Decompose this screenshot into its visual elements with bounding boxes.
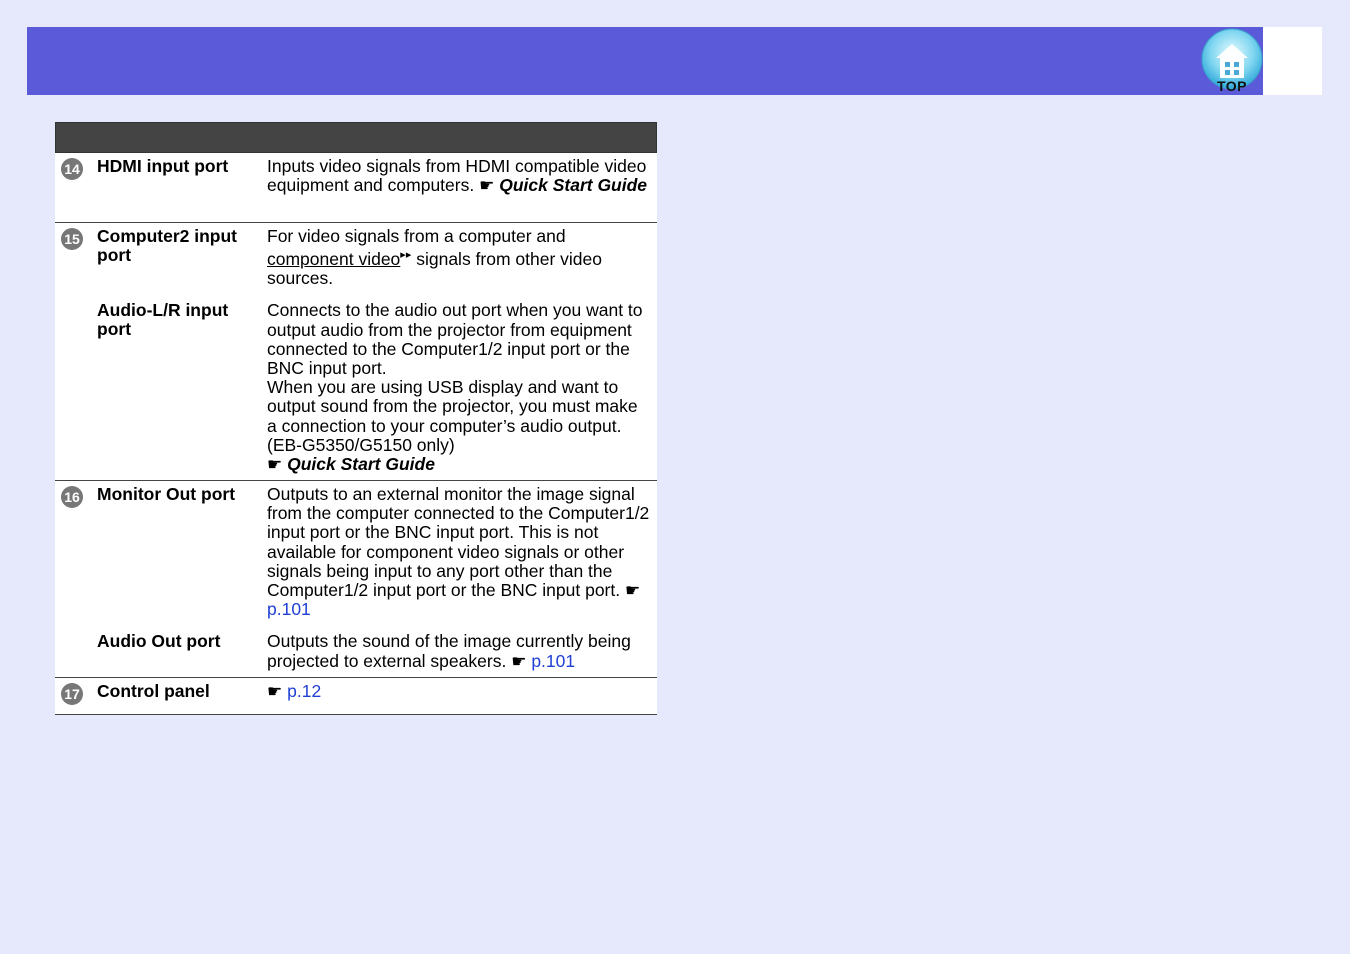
list-item: [55, 485, 657, 619]
description-text: Connects to the audio out port when you want to output audio from the projector from equipment connected to the Computer1/2 input port or the BNC input port.: [267, 300, 643, 379]
item-number: 17: [61, 683, 83, 705]
description-text: signals from other video sources.: [267, 249, 603, 289]
list-item: [55, 682, 657, 701]
list-item: [55, 157, 657, 195]
glossary-link[interactable]: component video: [267, 249, 401, 270]
page-link[interactable]: p.101: [267, 599, 311, 620]
port-table: [55, 122, 657, 715]
glossary-arrow-icon: ▸▸: [400, 249, 412, 262]
item-name: Audio-L/R input port: [97, 300, 229, 340]
description-text: Outputs the sound of the image currently being projected to external speakers.: [267, 631, 631, 671]
guide-reference: Quick Start Guide: [499, 175, 648, 196]
page-link[interactable]: p.12: [287, 681, 322, 701]
item-description: [267, 227, 657, 288]
item-description: [267, 485, 657, 619]
table-row: [55, 678, 657, 715]
table-row: [55, 153, 657, 223]
item-name: Monitor Out port: [97, 484, 236, 504]
item-name: Control panel: [97, 681, 210, 701]
item-name: Computer2 input port: [97, 226, 237, 265]
item-name: HDMI input port: [97, 156, 229, 176]
item-name: Audio Out port: [97, 631, 221, 652]
table-header: [55, 122, 657, 153]
guide-reference: Quick Start Guide: [287, 454, 435, 475]
pointing-hand-icon: ☛: [267, 455, 283, 475]
header-bar: [27, 27, 1263, 95]
list-item: [55, 301, 657, 474]
page-link[interactable]: p.101: [531, 650, 576, 671]
list-item: [55, 632, 657, 670]
item-description: [267, 632, 657, 670]
description-text: Outputs to an external monitor the image signal from the computer connected to the Computer1/2 input port or the BNC input port. This is not available for component video signals or other signals being input to any port other than the Computer1/2 input port or the BNC input port.: [267, 484, 650, 601]
item-description: [267, 301, 657, 474]
pointing-hand-icon: ☛: [267, 682, 283, 701]
item-number: 15: [61, 228, 83, 250]
top-label: TOP: [1216, 78, 1248, 94]
top-button[interactable]: [1200, 28, 1264, 94]
item-number: 16: [61, 486, 83, 508]
item-description: [267, 157, 657, 195]
pointing-hand-icon: ☛: [624, 581, 641, 601]
list-item: [55, 227, 657, 288]
pointing-hand-icon: ☛: [479, 176, 495, 196]
item-number: 14: [61, 158, 83, 180]
pointing-hand-icon: ☛: [511, 651, 527, 671]
item-description: [267, 682, 657, 701]
description-text: When you are using USB display and want to output sound from the projector, you must make a connection to your computer’s audio output.(EB-G5350/G5150 only): [267, 377, 638, 455]
table-row: [55, 223, 657, 481]
table-row: [55, 481, 657, 678]
description-text: For video signals from a computer and: [267, 226, 566, 246]
description-text: Inputs video signals from HDMI compatible video equipment and computers.: [267, 156, 647, 196]
header-page-tab: [1263, 27, 1322, 95]
